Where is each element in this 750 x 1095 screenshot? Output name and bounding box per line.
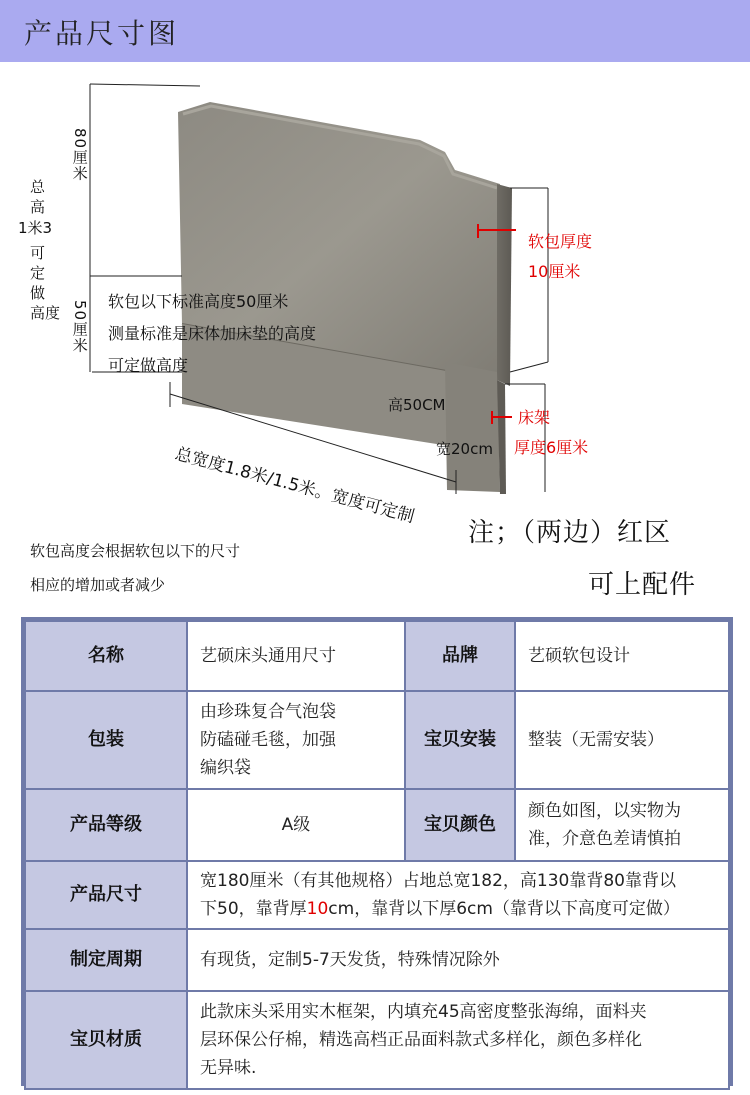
height-note-2: 相应的增加或者减少	[30, 576, 166, 594]
leg-width-label: 宽20cm	[436, 440, 493, 458]
total-width-label: 总宽度1.8米/1.5米。宽度可定制	[172, 444, 417, 528]
upper-height-label: 80厘米	[70, 128, 89, 182]
leg-height-label: 高50CM	[388, 396, 446, 414]
total-height-label-7: 高度	[30, 304, 61, 322]
material-line-3: 无异味.	[200, 1058, 257, 1079]
frame-label: 床架	[518, 408, 551, 427]
packaging-line-1: 由珍珠复合气泡袋	[200, 701, 336, 722]
size-text-c: cm，靠背以下厚6cm（靠背以下高度可定做）	[328, 899, 680, 919]
section-header	[0, 0, 750, 62]
accessory-note-2: 可上配件	[588, 570, 697, 600]
section-title: 产品尺寸图	[24, 17, 180, 50]
spec-value-brand: 艺硕软包设计	[516, 622, 728, 690]
frame-thickness-label: 厚度6厘米	[514, 438, 589, 457]
size-line-1: 宽180厘米（有其他规格）占地总宽182，高130靠背80靠背以	[200, 870, 676, 891]
table-row	[26, 930, 728, 990]
total-height-label-3: 1米3	[18, 219, 53, 237]
table-row	[26, 862, 728, 928]
spec-key-lead-time: 制定周期	[26, 930, 186, 990]
height-note-1: 软包高度会根据软包以下的尺寸	[30, 542, 241, 560]
spec-value-install: 整装（无需安装）	[516, 692, 728, 788]
below-note-3: 可定做高度	[108, 356, 189, 375]
spec-value-lead-time: 有现货，定制5-7天发货，特殊情况除外	[188, 930, 728, 990]
spec-value-color	[516, 790, 728, 860]
accessory-note: 注；（两边）红区	[468, 518, 672, 548]
lower-height-label: 50厘米	[70, 300, 89, 354]
thickness-value: 10厘米	[528, 262, 581, 281]
spec-key-packaging: 包装	[26, 692, 186, 788]
table-row	[26, 992, 728, 1088]
total-height-label-2: 高	[30, 198, 46, 216]
below-note-1: 软包以下标准高度50厘米	[108, 292, 289, 311]
below-note-2: 测量标准是床体加床垫的高度	[108, 324, 317, 343]
table-row	[26, 692, 728, 788]
total-height-label-1: 总	[30, 178, 46, 196]
size-line-2	[200, 895, 716, 923]
spec-value-packaging	[188, 692, 404, 788]
spec-value-name: 艺硕床头通用尺寸	[188, 622, 404, 690]
spec-key-brand: 品牌	[406, 622, 514, 690]
packaging-line-3: 编织袋	[200, 758, 251, 779]
spec-key-color: 宝贝颜色	[406, 790, 514, 860]
size-thickness-value: 10	[306, 899, 329, 919]
spec-value-size	[188, 862, 728, 928]
color-line-2: 准，介意色差请慎拍	[528, 829, 681, 849]
packaging-line-2: 防磕碰毛毯，加强	[200, 729, 336, 750]
size-text-b: 下50，靠背厚	[200, 899, 307, 919]
table-row	[26, 622, 728, 690]
spec-table-frame	[21, 617, 733, 1086]
total-height-label-6: 做	[30, 284, 46, 302]
spec-key-name: 名称	[26, 622, 186, 690]
material-line-2: 层环保公仔棉，精选高档正品面料款式多样化，颜色多样化	[200, 1029, 642, 1050]
table-row	[26, 790, 728, 860]
product-dimension-diagram	[0, 62, 750, 622]
total-height-label-5: 定	[30, 264, 46, 282]
spec-key-install: 宝贝安装	[406, 692, 514, 788]
total-height-label-4: 可	[30, 244, 46, 262]
spec-key-material: 宝贝材质	[26, 992, 186, 1088]
spec-key-grade: 产品等级	[26, 790, 186, 860]
material-line-1: 此款床头采用实木框架，内填充45高密度整张海绵，面料夹	[200, 1001, 647, 1022]
spec-table	[24, 620, 730, 1090]
thickness-label: 软包厚度	[528, 232, 593, 251]
color-line-1: 颜色如图，以实物为	[528, 800, 681, 821]
spec-value-material	[188, 992, 728, 1088]
spec-key-size: 产品尺寸	[26, 862, 186, 928]
spec-value-grade: A级	[188, 790, 404, 860]
